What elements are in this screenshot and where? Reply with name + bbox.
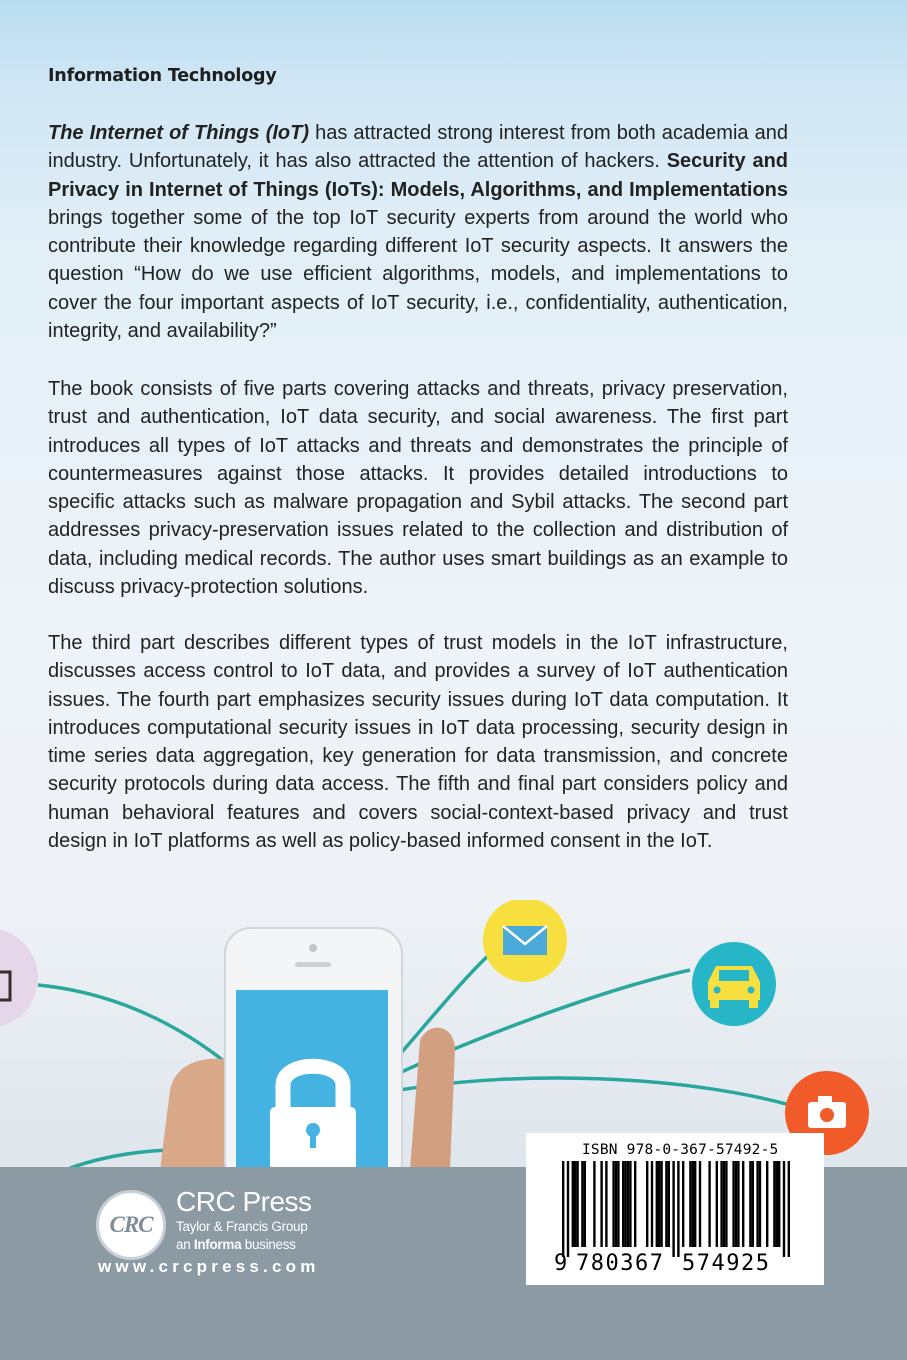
publisher-website: www.crcpress.com — [98, 1257, 320, 1276]
barcode-bar — [576, 1161, 578, 1247]
barcode-bar — [651, 1161, 653, 1247]
connector-line — [400, 1078, 790, 1105]
car-window — [719, 970, 749, 981]
intro-text-2: brings together some of the top IoT security experts from around the world who contribute their knowledge regarding different IoT security aspects. It answers the question “How do we use efficient algorithms, models, and implementations to cover the four important aspects of IoT security, i.e., confidentiality, authentication, integrity, and availability?” — [48, 206, 788, 343]
car-wheel — [749, 1000, 758, 1008]
barcode-bar — [749, 1161, 751, 1247]
barcode-bar — [622, 1161, 624, 1247]
barcode-bar — [752, 1161, 754, 1247]
camera-top — [818, 1096, 832, 1103]
barcode-bar — [627, 1161, 629, 1247]
crc-logo-text: CRC — [109, 1212, 153, 1237]
barcode-bar — [605, 1161, 607, 1247]
barcode-bar — [732, 1161, 734, 1247]
barcode-first-digit: 9 — [554, 1251, 568, 1276]
barcode-bar — [572, 1161, 574, 1247]
phone-speaker — [295, 962, 331, 967]
barcode-bar — [720, 1161, 722, 1247]
publisher-business — [176, 1236, 312, 1254]
barcode-left-group: 780367 — [576, 1251, 665, 1276]
barcode-bar — [600, 1161, 602, 1247]
barcode-bar — [646, 1161, 648, 1247]
barcode-bars — [554, 1161, 794, 1257]
barcode-bar — [773, 1161, 775, 1247]
barcode-bar — [581, 1161, 583, 1247]
publisher-group: Taylor & Francis Group — [176, 1219, 308, 1234]
crc-logo — [96, 1190, 166, 1260]
barcode-bar — [665, 1161, 667, 1247]
barcode-digits — [554, 1251, 794, 1281]
camera-lens — [820, 1108, 834, 1122]
intro-text-1: has attracted strong interest from both academia and industry. Unfortunately, it has also attracted the attention of hackers. — [48, 122, 788, 173]
car-wheel — [710, 1000, 719, 1008]
barcode-bar — [660, 1161, 662, 1247]
barcode-bar — [584, 1161, 586, 1247]
barcode-bar — [766, 1161, 768, 1247]
barcode-bar — [612, 1161, 614, 1247]
phone-camera — [309, 944, 317, 952]
category-label: Information Technology — [48, 66, 277, 86]
barcode-bar — [658, 1161, 660, 1247]
hand-fingers — [410, 1028, 455, 1170]
barcode-guard-bar — [677, 1161, 679, 1257]
barcode-bar — [624, 1161, 626, 1247]
barcode-guard-bar — [567, 1161, 569, 1257]
barcode-guard-bar — [672, 1161, 674, 1257]
keyhole-slot — [310, 1132, 316, 1148]
business-prefix: an — [176, 1237, 194, 1252]
publisher-name: CRC Press — [176, 1186, 312, 1217]
barcode-bar — [742, 1161, 744, 1247]
barcode-right-group: 574925 — [682, 1251, 771, 1276]
iot-illustration — [0, 900, 907, 1170]
intro-paragraph — [48, 119, 788, 345]
barcode-bar — [692, 1161, 694, 1247]
barcode-bar — [694, 1161, 696, 1247]
barcode-guard-bar — [788, 1161, 790, 1257]
barcode-bar — [615, 1161, 617, 1247]
barcode-bar — [634, 1161, 636, 1247]
barcode-bar — [656, 1161, 658, 1247]
book-title: Security and Privacy in Internet of Things (IoTs): Models, Algorithms, and Implementations — [48, 150, 789, 201]
barcode-bar — [574, 1161, 576, 1247]
barcode-guard-bar — [783, 1161, 785, 1257]
business-suffix: business — [241, 1237, 296, 1252]
barcode-bar — [756, 1161, 758, 1247]
barcode-bar — [723, 1161, 725, 1247]
parts-paragraph: The book consists of five parts covering attacks and threats, privacy preservation, trust and authentication, IoT data security, and social awareness. The first part introduces all types of IoT attacks and threats and demonstrates the principle of countermeasures against those attacks. It provides detailed introductions to specific attacks such as malware propagation and Sybil attacks. The second part addresses privacy-preservation issues related to the collection and distribution of data, including medical records. The author uses smart buildings as an example to discuss privacy-protection solutions. — [48, 378, 788, 599]
barcode-bar — [617, 1161, 619, 1247]
barcode-bar — [629, 1161, 631, 1247]
isbn-text: ISBN 978-0-367-57492-5 — [582, 1142, 779, 1158]
lead-phrase: The Internet of Things (IoT) — [48, 122, 309, 144]
barcode-bar — [689, 1161, 691, 1247]
car-headlight — [714, 987, 721, 994]
barcode-bar — [759, 1161, 761, 1247]
barcode-bar — [708, 1161, 710, 1247]
barcode-bar — [776, 1161, 778, 1247]
barcode-bar — [737, 1161, 739, 1247]
barcode-bar — [699, 1161, 701, 1247]
barcode-bar — [593, 1161, 595, 1247]
business-brand: Informa — [193, 1237, 242, 1252]
publisher-block — [176, 1186, 312, 1254]
barcode-guard-bar — [562, 1161, 564, 1257]
barcode-box — [526, 1133, 824, 1285]
car-headlight — [748, 987, 755, 994]
barcode-bar — [735, 1161, 737, 1247]
barcode-bar — [668, 1161, 670, 1247]
barcode-bar — [778, 1161, 780, 1247]
person-circle — [0, 928, 38, 1028]
barcode-bar — [725, 1161, 727, 1247]
later-parts-paragraph: The third part describes different types of trust models in the IoT infrastructure, discusses access control to IoT data, and provides a survey of IoT authentication issues. The fourth part emphasizes security issues during IoT data computation. It introduces computational security issues in IoT data processing, security design in time series data aggregation, key generation for data transmission, and concrete security protocols during data access. The fifth and final part considers policy and human behavioral features and covers social-context-based privacy and trust design in IoT platforms as well as policy-based informed consent in the IoT. — [48, 632, 788, 853]
barcode-bar — [682, 1161, 684, 1247]
barcode-bar — [716, 1161, 718, 1247]
